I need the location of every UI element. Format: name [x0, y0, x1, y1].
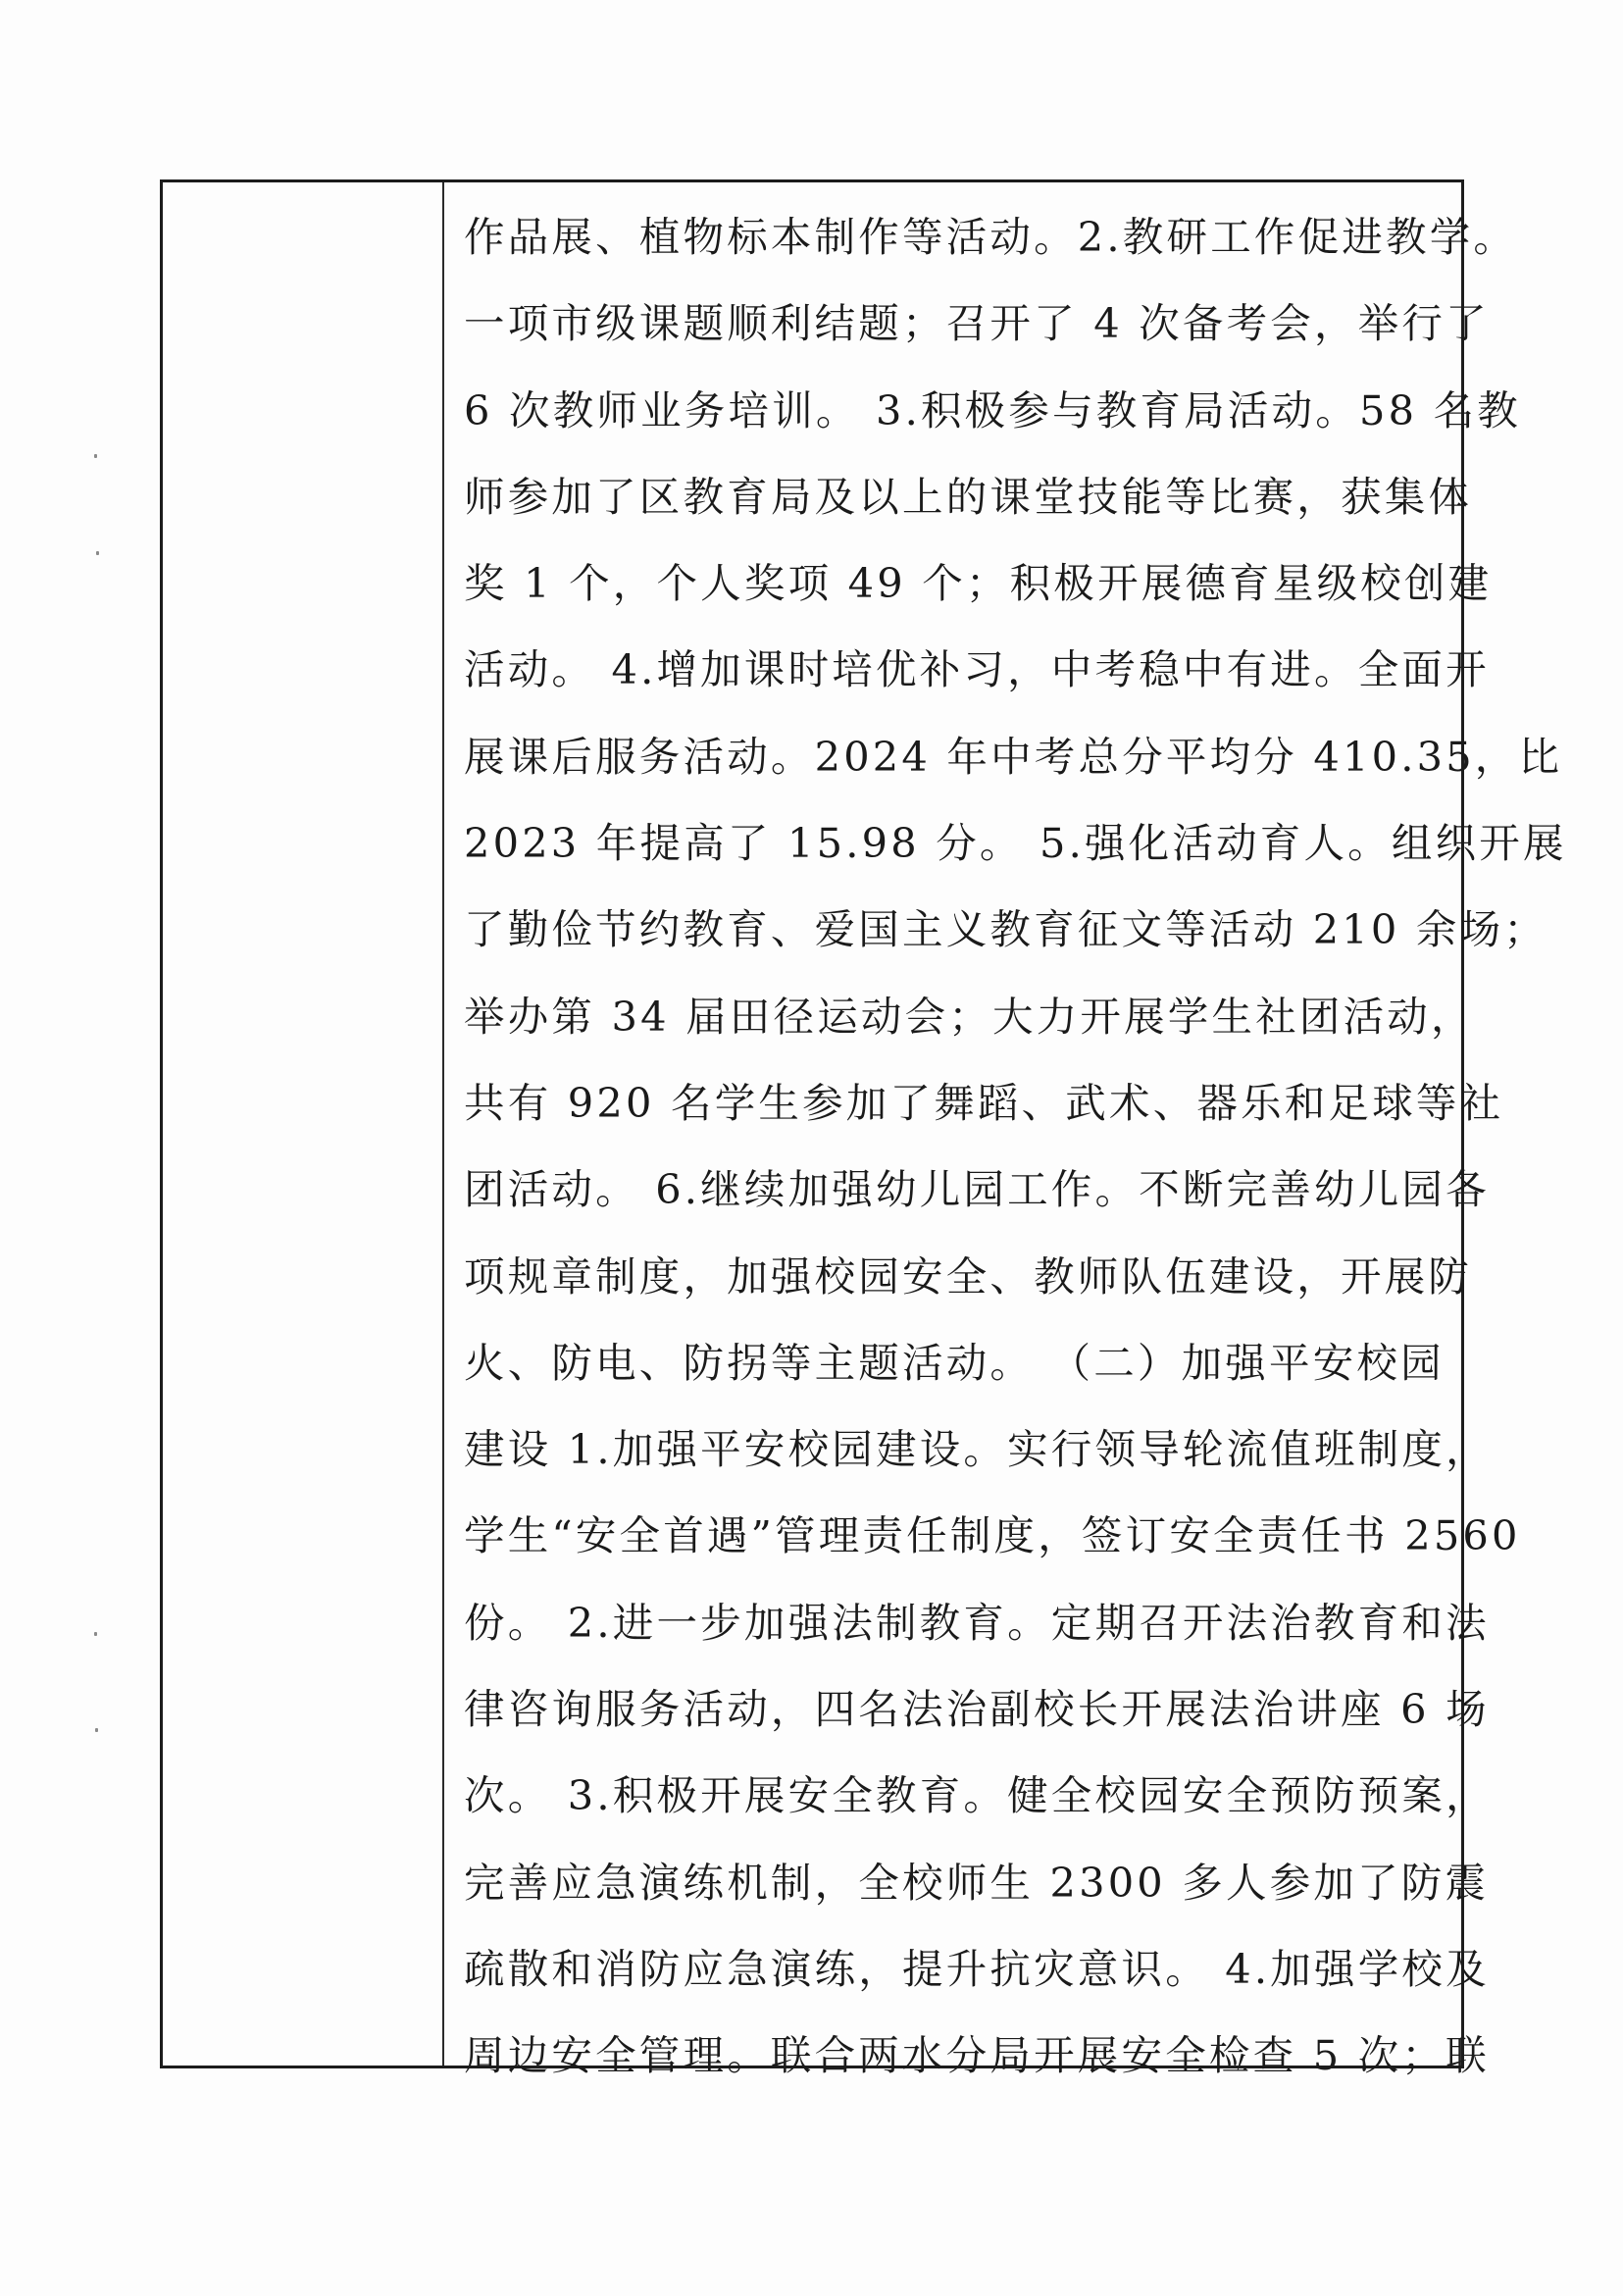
text-line: 律咨询服务活动，四名法治副校长开展法治讲座 6 场	[464, 1685, 1490, 1734]
text-line: 师参加了区教育局及以上的课堂技能等比赛，获集体	[464, 472, 1473, 521]
form-table	[160, 179, 1567, 2080]
text-line: 火、防电、防拐等主题活动。 （二）加强平安校园	[464, 1338, 1445, 1387]
scan-speck	[95, 1728, 98, 1732]
form-label-cell	[163, 182, 444, 2066]
text-line: 奖 1 个，个人奖项 49 个；积极开展德育星级校创建	[464, 559, 1493, 608]
text-line: 项规章制度，加强校园安全、教师队伍建设，开展防	[464, 1251, 1473, 1301]
text-line: 活动。 4.增加课时培优补习，中考稳中有进。全面开	[464, 645, 1490, 694]
text-line: 学生“安全首遇”管理责任制度，签订安全责任书 2560	[464, 1511, 1521, 1560]
scan-speck	[94, 1632, 97, 1636]
text-line: 团活动。 6.继续加强幼儿园工作。不断完善幼儿园各	[464, 1165, 1490, 1214]
text-line: 完善应急演练机制，全校师生 2300 多人参加了防震	[464, 1858, 1490, 1907]
text-line: 一项市级课题顺利结题；召开了 4 次备考会，举行了	[464, 299, 1490, 348]
scan-speck	[94, 454, 97, 458]
text-line: 作品展、植物标本制作等活动。2.教研工作促进教学。	[464, 213, 1518, 261]
text-line: 展课后服务活动。2024 年中考总分平均分 410.35，比	[464, 732, 1563, 781]
text-line: 周边安全管理。联合两水分局开展安全检查 5 次；联	[464, 2031, 1490, 2080]
text-line: 建设 1.加强平安校园建设。实行领导轮流值班制度，	[464, 1425, 1490, 1474]
scan-speck	[96, 551, 99, 555]
body-text	[464, 194, 1567, 2100]
text-line: 次。 3.积极开展安全教育。健全校园安全预防预案，	[464, 1771, 1490, 1820]
text-line: 疏散和消防应急演练，提升抗灾意识。 4.加强学校及	[464, 1944, 1490, 1993]
text-line: 份。 2.进一步加强法制教育。定期召开法治教育和法	[464, 1598, 1490, 1647]
text-line: 6 次教师业务培训。 3.积极参与教育局活动。58 名教	[464, 385, 1521, 434]
text-line: 了勤俭节约教育、爱国主义教育征文等活动 210 余场；	[464, 905, 1547, 954]
text-line: 共有 920 名学生参加了舞蹈、武术、器乐和足球等社	[464, 1078, 1504, 1127]
form-content-cell	[444, 182, 1567, 2080]
text-line: 2023 年提高了 15.98 分。 5.强化活动育人。组织开展	[464, 819, 1567, 868]
text-line: 举办第 34 届田径运动会；大力开展学生社团活动，	[464, 992, 1475, 1041]
